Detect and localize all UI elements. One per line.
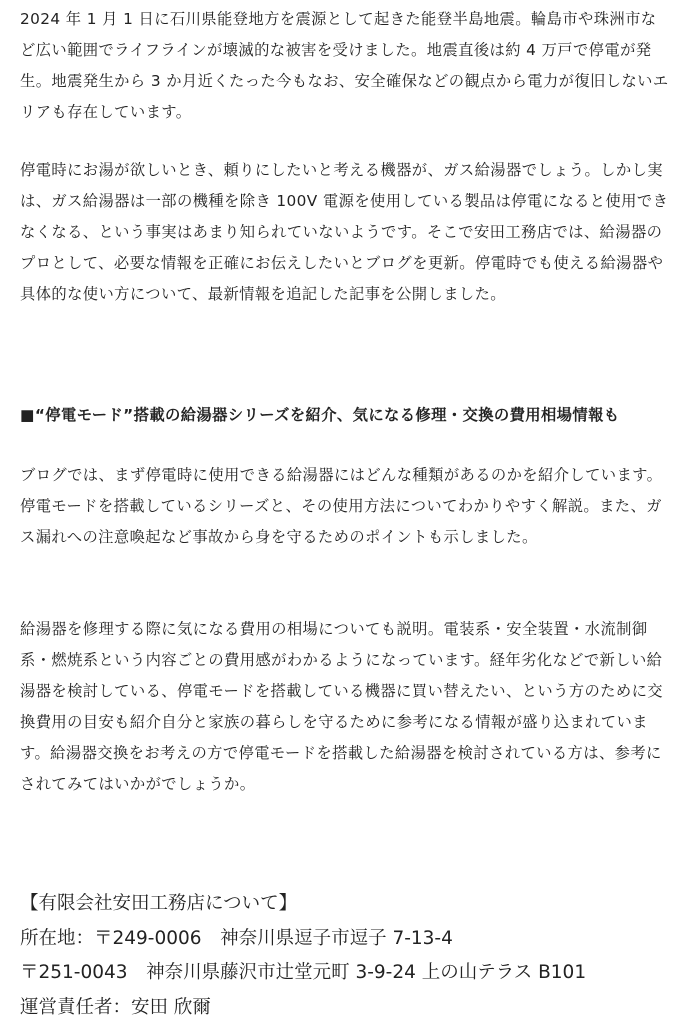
section-heading: ■“停電モード”搭載の給湯器シリーズを紹介、気になる修理・交換の費用相場情報も xyxy=(20,400,672,431)
paragraph-repair-costs: 給湯器を修理する際に気になる費用の相場についても説明。電装系・安全装置・水流制御系・燃焼系という内容ごとの費用感がわかるようになっています。経年劣化などで新しい給湯器を検討している、停電モードを搭載している機器に買い替えたい、という方のために交換費用の目安も紹介自分と家族の暮らしを守るために参考になる情報が盛り込まれています。給湯器交換をお考えの方で停電モードを搭載した給湯器を検討されている方は、参考にされてみてはいかがでしょうか。 xyxy=(20,614,672,800)
paragraph-earthquake-overview: 2024 年 1 月 1 日に石川県能登地方を震源として起きた能登半島地震。輪島市や珠洲市など広い範囲でライフラインが壊滅的な被害を受けました。地震直後は約 4 万戸で停電が発生。地震発生から 3 か月近くたった今もなお、安全確保などの観点から電力が復旧しないエリアも存在しています。 xyxy=(20,4,672,128)
company-title: 【有限会社安田工務店について】 xyxy=(20,887,680,922)
company-address-1: 所在地：〒249-0006 神奈川県逗子市逗子 7-13-4 xyxy=(20,922,680,957)
paragraph-power-outage-water-heater: 停電時にお湯が欲しいとき、頼りにしたいと考える機器が、ガス給湯器でしょう。しかし実は、ガス給湯器は一部の機種を除き 100V 電源を使用している製品は停電になると使用できなくなる、という事実はあまり知られていないようです。そこで安田工務店では、給湯器のプロとして、必要な情報を正確にお伝えしたいとブログを更新。停電時でも使える給湯器や具体的な使い方について、最新情報を追記した記事を公開しました。 xyxy=(20,155,672,310)
company-address-2: 〒251-0043 神奈川県藤沢市辻堂元町 3-9-24 上の山テラス B101 xyxy=(20,956,680,991)
company-info xyxy=(20,887,680,1025)
paragraph-blog-content: ブログでは、まず停電時に使用できる給湯器にはどんな種類があるのかを紹介しています。停電モードを搭載しているシリーズと、その使用方法についてわかりやすく解説。また、ガス漏れへの注意喚起など事故から身を守るためのポイントも示しました。 xyxy=(20,460,672,553)
company-manager: 運営責任者：安田 欣爾 xyxy=(20,991,680,1025)
